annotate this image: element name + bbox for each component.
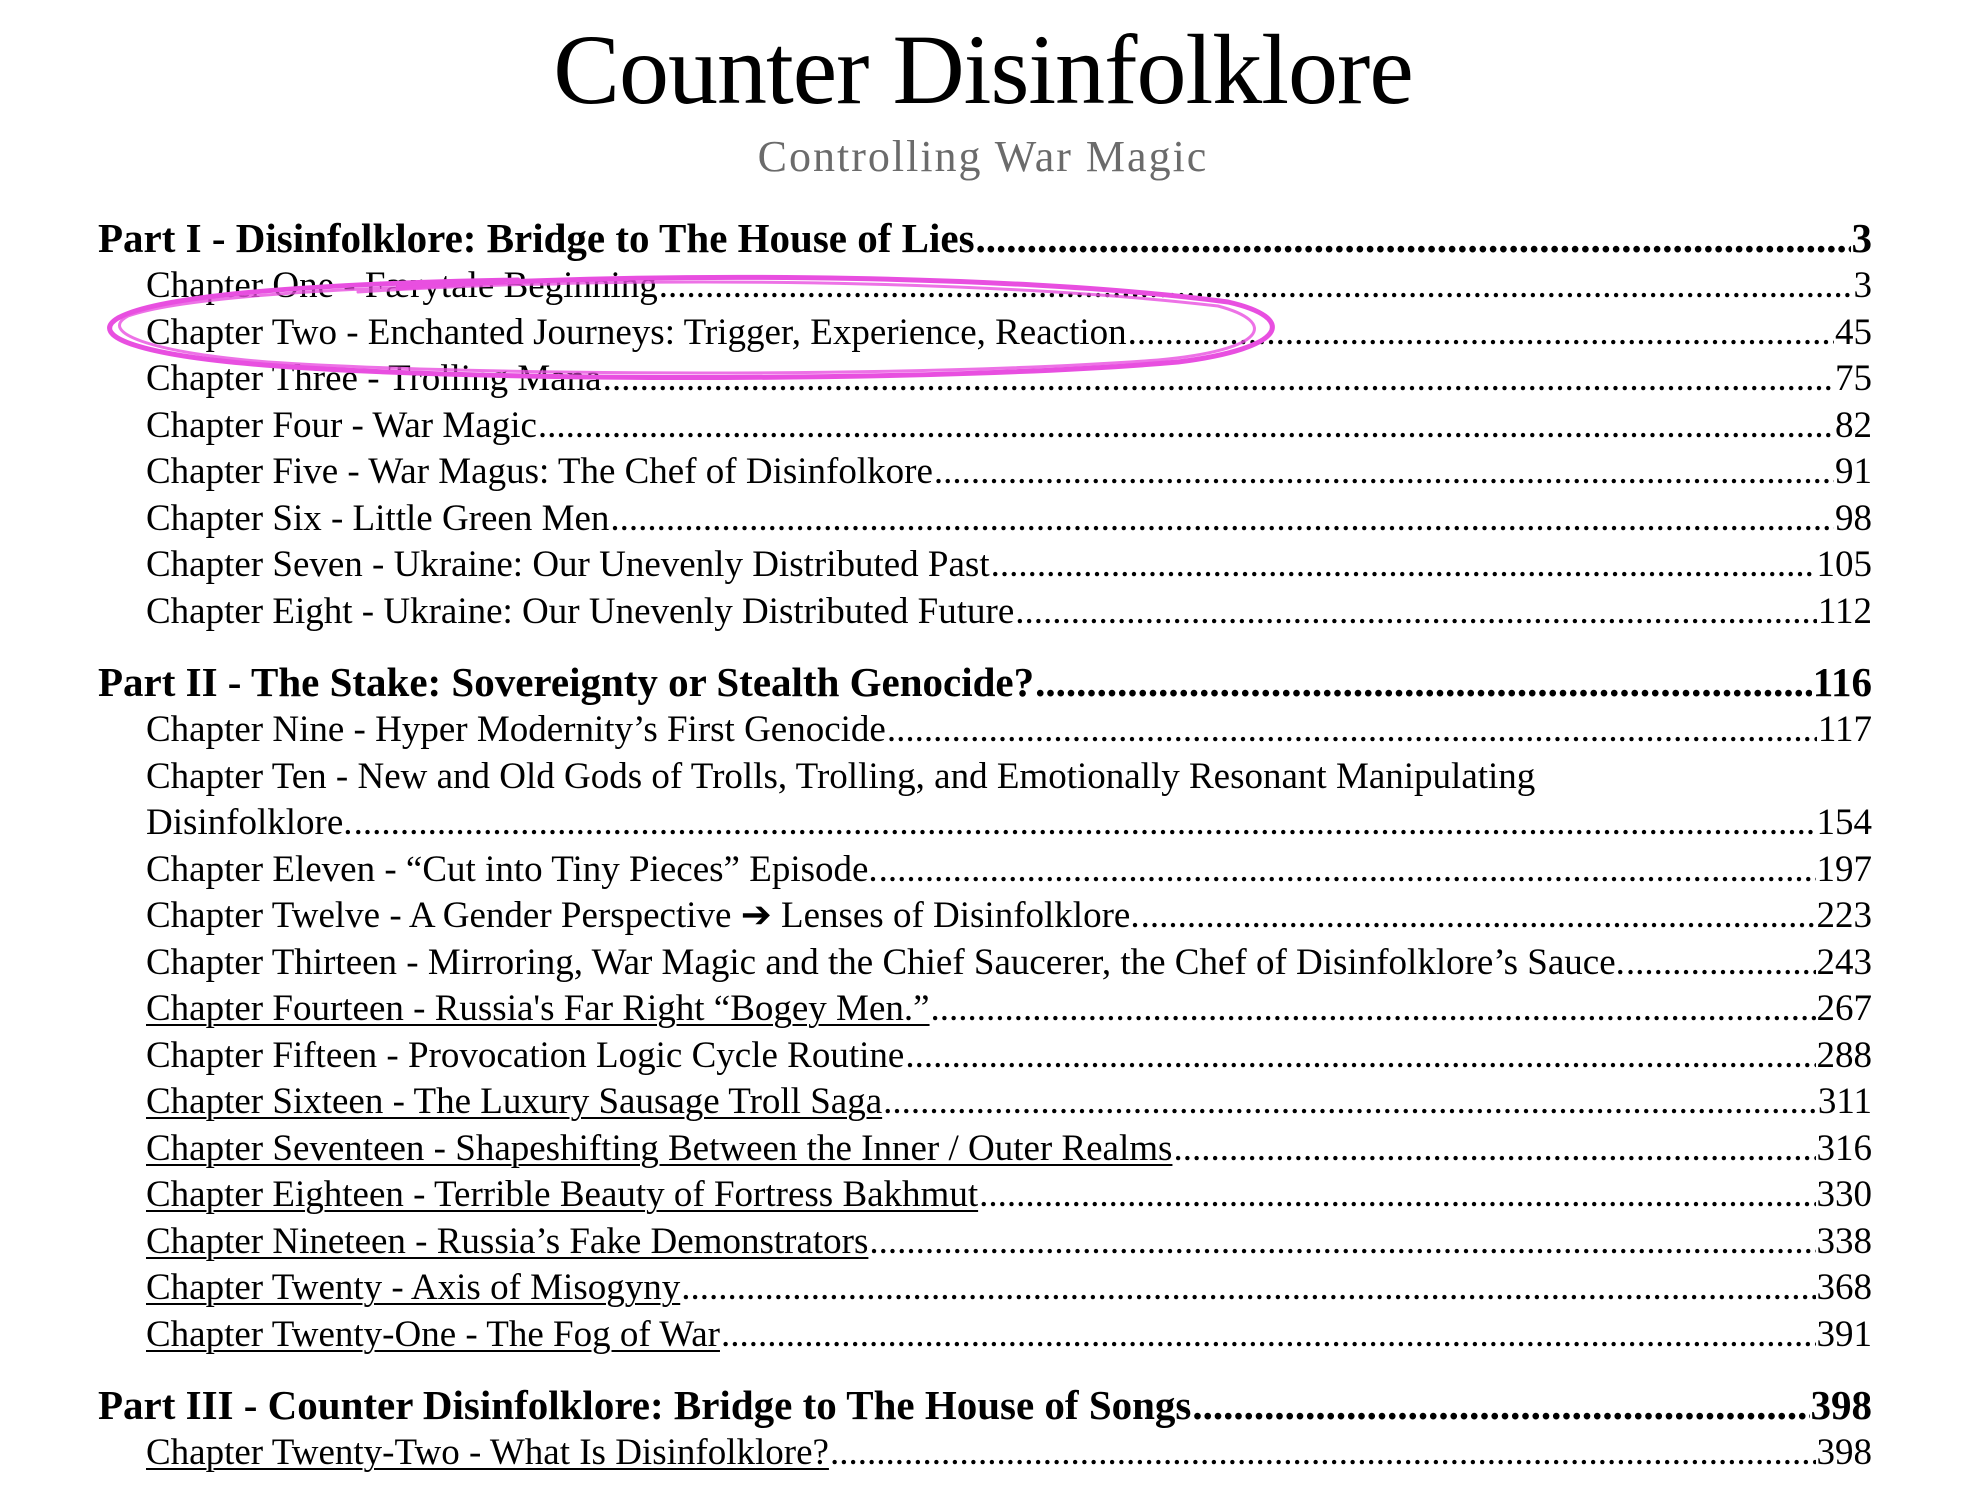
toc-chapter-9[interactable] [98,707,1872,754]
dot-leader [1626,940,1816,987]
toc-chapter-label: Chapter One - Færytale Beginning [146,265,658,306]
toc-chapter-12[interactable] [98,893,1872,940]
dot-leader [1128,310,1834,357]
toc-part-2[interactable] [98,657,1872,707]
toc-chapter-link[interactable]: Chapter Sixteen - The Luxury Sausage Troll Saga [146,1081,883,1122]
toc-chapter-10-line2 [98,800,1872,847]
toc-chapter-11[interactable] [98,847,1872,894]
dot-leader [610,496,1834,543]
toc-page-number: 330 [1816,1174,1872,1215]
toc-chapter-14[interactable] [98,986,1872,1033]
toc-chapter-1[interactable] [98,263,1872,310]
dot-leader [1015,589,1817,636]
toc-part-1[interactable] [98,213,1872,263]
dot-leader [869,1219,1815,1266]
toc-chapter-22[interactable] [98,1430,1872,1477]
toc-part-label: Part I - Disinfolklore: Bridge to The House of Lies [98,215,975,261]
toc-chapter-link[interactable]: Chapter Fourteen - Russia's Far Right “Bogey Men.” [146,988,930,1029]
toc-page-number: 112 [1817,590,1872,632]
toc-chapter-7[interactable] [98,542,1872,589]
toc-page-number: 391 [1816,1313,1872,1355]
dot-leader [1192,1380,1809,1430]
dot-leader [721,1312,1816,1359]
dot-leader [603,356,1834,403]
toc-page-number: 98 [1835,497,1872,539]
toc-chapter-10[interactable] [98,754,1872,847]
toc-page-number: 117 [1817,709,1872,750]
toc-chapter-link[interactable]: Chapter Seventeen - Shapeshifting Between the Inner / Outer Realms [146,1127,1173,1169]
toc-chapter-label: Chapter Three - Trolling Mana [146,358,602,399]
dot-leader [1035,657,1812,707]
toc-page-number: 243 [1816,941,1872,983]
toc-page-number: 338 [1816,1220,1872,1262]
dot-leader [538,403,1834,450]
toc-chapter-label: Chapter Nine - Hyper Modernity’s First Genocide [146,709,886,750]
toc-chapter-label: Chapter Eight - Ukraine: Our Unevenly Distributed Future [146,590,1015,632]
toc-chapter-2[interactable] [98,310,1872,357]
toc-part-3[interactable] [98,1380,1872,1430]
dot-leader [976,213,1851,263]
dot-leader [830,1430,1816,1477]
toc-chapter-label: Chapter Thirteen - Mirroring, War Magic and the Chief Saucerer, the Chef of Disinfolklore’s Sauce. [146,941,1625,983]
toc-page-number: 311 [1817,1081,1872,1122]
toc-chapter-label: Chapter Fifteen - Provocation Logic Cycle Routine [146,1034,905,1076]
toc-chapter-label: Chapter Seven - Ukraine: Our Unevenly Distributed Past [146,544,990,585]
toc-chapter-link[interactable]: Chapter Twenty-Two - What Is Disinfolklore? [146,1432,829,1473]
toc-page-number: 223 [1816,895,1872,936]
toc-chapter-link[interactable]: Chapter Eighteen - Terrible Beauty of Fortress Bakhmut [146,1174,979,1215]
toc-page-number: 316 [1816,1127,1872,1169]
dot-leader [879,847,1816,894]
dot-leader [931,986,1816,1033]
toc-chapter-19[interactable] [98,1219,1872,1266]
toc-chapter-4[interactable] [98,403,1872,450]
dot-leader [979,1172,1815,1219]
toc-chapter-label: Chapter Six - Little Green Men [146,497,610,539]
toc-chapter-13[interactable] [98,940,1872,987]
toc-page-number: 116 [1812,659,1872,705]
toc-chapter-link[interactable]: Chapter Twenty-One - The Fog of War [146,1313,720,1355]
toc-chapter-label-line2: Disinfolklore. [146,802,353,843]
toc-page-number: 154 [1816,802,1872,843]
toc-chapter-label-line1: Chapter Ten - New and Old Gods of Trolls, Trolling, and Emotionally Resonant Manipulating [146,755,1536,797]
toc-chapter-8[interactable] [98,589,1872,636]
toc-chapter-16[interactable] [98,1079,1872,1126]
document-title: Counter Disinfolklore [553,14,1413,125]
dot-leader [659,263,1853,310]
dot-leader [887,707,1817,754]
table-of-contents [98,213,1872,1477]
toc-page-number: 45 [1835,311,1872,353]
toc-page-number: 75 [1835,358,1872,399]
toc-chapter-21[interactable] [98,1312,1872,1359]
toc-page-number: 368 [1816,1267,1872,1308]
toc-chapter-5[interactable] [98,449,1872,496]
dot-leader [1173,1126,1815,1173]
dot-leader [991,542,1816,589]
toc-page-number: 197 [1816,848,1872,890]
toc-page-number: 398 [1810,1382,1872,1428]
toc-page-number: 267 [1816,988,1872,1029]
dot-leader [905,1033,1815,1080]
dot-leader [681,1265,1815,1312]
dot-leader [883,1079,1817,1126]
toc-chapter-label: Chapter Twelve - A Gender Perspective ➔ Lenses of Disinfolklore. [146,895,1140,936]
toc-chapter-label: Chapter Eleven - “Cut into Tiny Pieces” Episode. [146,848,878,890]
toc-chapter-label: Chapter Four - War Magic [146,404,537,446]
toc-chapter-label: Chapter Five - War Magus: The Chef of Disinfolkore [146,451,933,492]
dot-leader [934,449,1834,496]
dot-leader [354,800,1816,847]
toc-chapter-18[interactable] [98,1172,1872,1219]
toc-page-number: 288 [1816,1034,1872,1076]
toc-chapter-link[interactable]: Chapter Twenty - Axis of Misogyny [146,1267,681,1308]
toc-part-label: Part II - The Stake: Sovereignty or Stealth Genocide? [98,659,1035,705]
toc-chapter-17[interactable] [98,1126,1872,1173]
toc-chapter-6[interactable] [98,496,1872,543]
toc-page-number: 3 [1851,215,1872,261]
toc-chapter-20[interactable] [98,1265,1872,1312]
toc-chapter-link[interactable]: Chapter Nineteen - Russia’s Fake Demonstrators [146,1220,869,1262]
toc-page-number: 398 [1816,1432,1872,1473]
document-subtitle: Controlling War Magic [757,132,1209,181]
toc-page-number: 105 [1816,544,1872,585]
toc-part-label: Part III - Counter Disinfolklore: Bridge to The House of Songs [98,1382,1192,1428]
dot-leader [1141,893,1816,940]
toc-chapter-label: Chapter Two - Enchanted Journeys: Trigger, Experience, Reaction [146,311,1127,353]
toc-chapter-15[interactable] [98,1033,1872,1080]
toc-page-number: 82 [1835,404,1872,446]
toc-page-number: 91 [1835,451,1872,492]
toc-chapter-3[interactable] [98,356,1872,403]
toc-page-number: 3 [1853,265,1872,306]
